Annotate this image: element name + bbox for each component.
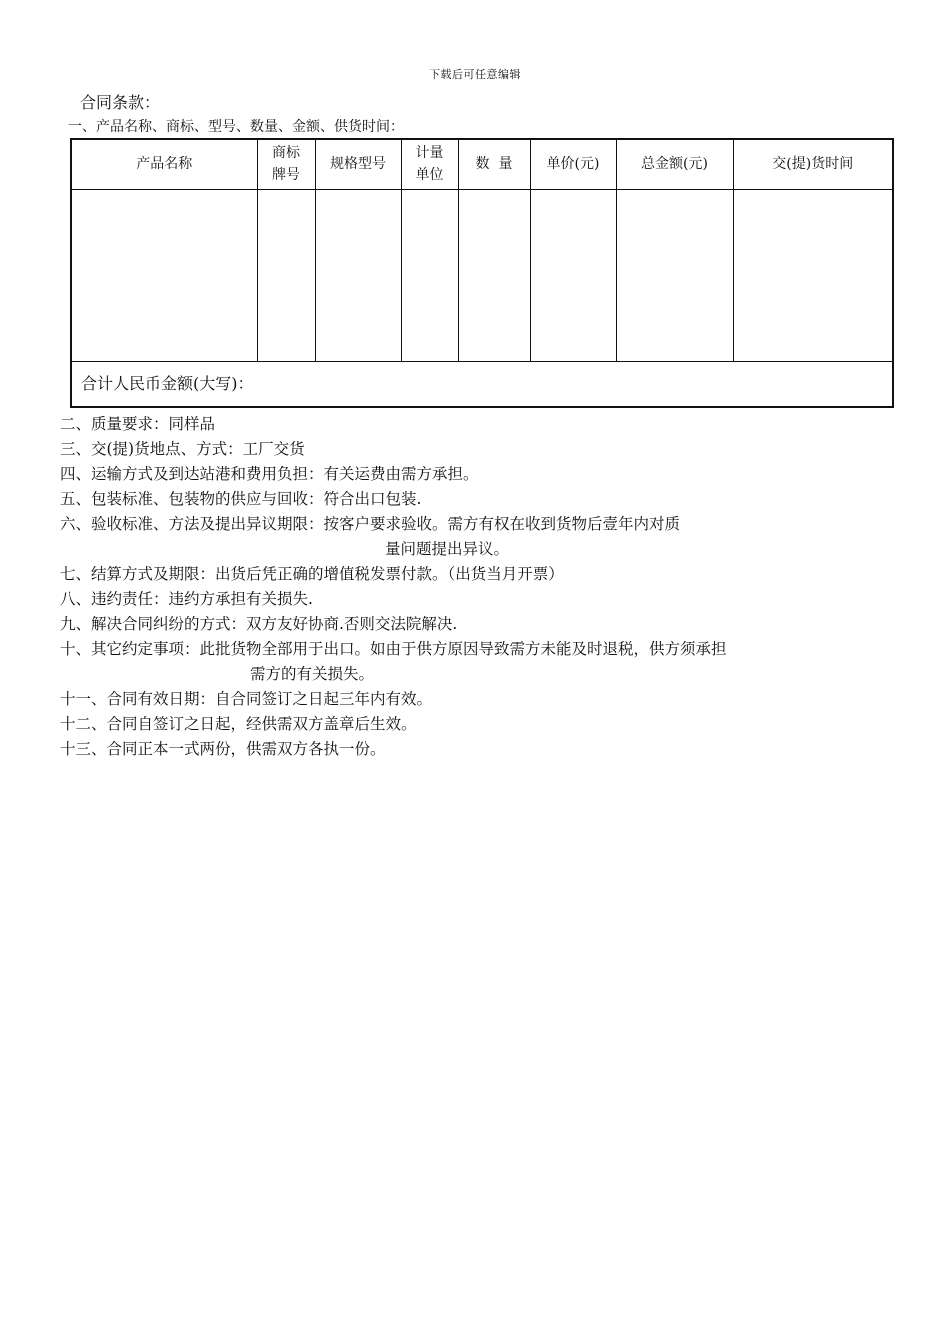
header-unit-line2: 单位 bbox=[415, 167, 444, 184]
table-total-row bbox=[71, 361, 893, 407]
total-rmb-label: 合计人民币金额(大写)： bbox=[71, 361, 893, 407]
clause-4: 四、运输方式及到达站港和费用负担：有关运费由需方承担。 bbox=[60, 465, 479, 483]
header-brand-line1: 商标 bbox=[272, 145, 300, 162]
clause-12: 十二、合同自签订之日起，经供需双方盖章后生效。 bbox=[60, 715, 417, 733]
cell-unit-price bbox=[530, 189, 616, 361]
clause-2: 二、质量要求：同样品 bbox=[60, 415, 216, 433]
cell-delivery-time bbox=[733, 189, 893, 361]
clause-6: 六、验收标准、方法及提出异议期限：按客户要求验收。需方有权在收到货物后壹年内对质 bbox=[60, 515, 681, 533]
header-brand bbox=[257, 139, 315, 189]
clause-8: 八、违约责任：违约方承担有关损失. bbox=[60, 590, 313, 608]
contract-terms-title: 合同条款： bbox=[80, 93, 161, 112]
goods-table bbox=[70, 138, 894, 408]
cell-spec bbox=[315, 189, 401, 361]
table-header-row bbox=[71, 139, 893, 189]
header-brand-line2: 牌号 bbox=[272, 167, 300, 184]
clause-7: 七、结算方式及期限：出货后凭正确的增值税发票付款。（出货当月开票） bbox=[60, 565, 564, 583]
header-note: 下载后可任意编辑 bbox=[429, 68, 521, 81]
clause-11: 十一、合同有效日期：自合同签订之日起三年内有效。 bbox=[60, 690, 433, 708]
cell-quantity bbox=[458, 189, 530, 361]
cell-product-name bbox=[71, 189, 257, 361]
table-row bbox=[71, 189, 893, 361]
header-spec: 规格型号 bbox=[315, 139, 401, 189]
header-unit-line1: 计量 bbox=[415, 145, 444, 162]
clause-13: 十三、合同正本一式两份，供需双方各执一份。 bbox=[60, 740, 386, 758]
header-delivery-time: 交(提)货时间 bbox=[733, 139, 893, 189]
clause-3: 三、交(提)货地点、方式：工厂交货 bbox=[60, 440, 305, 458]
header-unit bbox=[401, 139, 458, 189]
cell-brand bbox=[257, 189, 315, 361]
clause-5: 五、包装标准、包装物的供应与回收：符合出口包装. bbox=[60, 490, 422, 508]
cell-total-amount bbox=[616, 189, 733, 361]
header-quantity: 数 量 bbox=[458, 139, 530, 189]
clause-10: 十、其它约定事项：此批货物全部用于出口。如由于供方原因导致需方未能及时退税，供方须承担 bbox=[60, 640, 727, 658]
clauses-list bbox=[60, 412, 940, 762]
clause-9: 九、解决合同纠纷的方式：双方友好协商.否则交法院解决. bbox=[60, 615, 458, 633]
section-one-heading: 一、产品名称、商标、型号、数量、金额、供货时间： bbox=[68, 119, 404, 135]
clause-10-continuation: 需方的有关损失。 bbox=[250, 665, 375, 683]
header-unit-price: 单价(元) bbox=[530, 139, 616, 189]
header-total-amount: 总金额(元) bbox=[616, 139, 733, 189]
header-product-name: 产品名称 bbox=[71, 139, 257, 189]
clause-6-continuation: 量问题提出异议。 bbox=[385, 540, 510, 558]
cell-unit bbox=[401, 189, 458, 361]
